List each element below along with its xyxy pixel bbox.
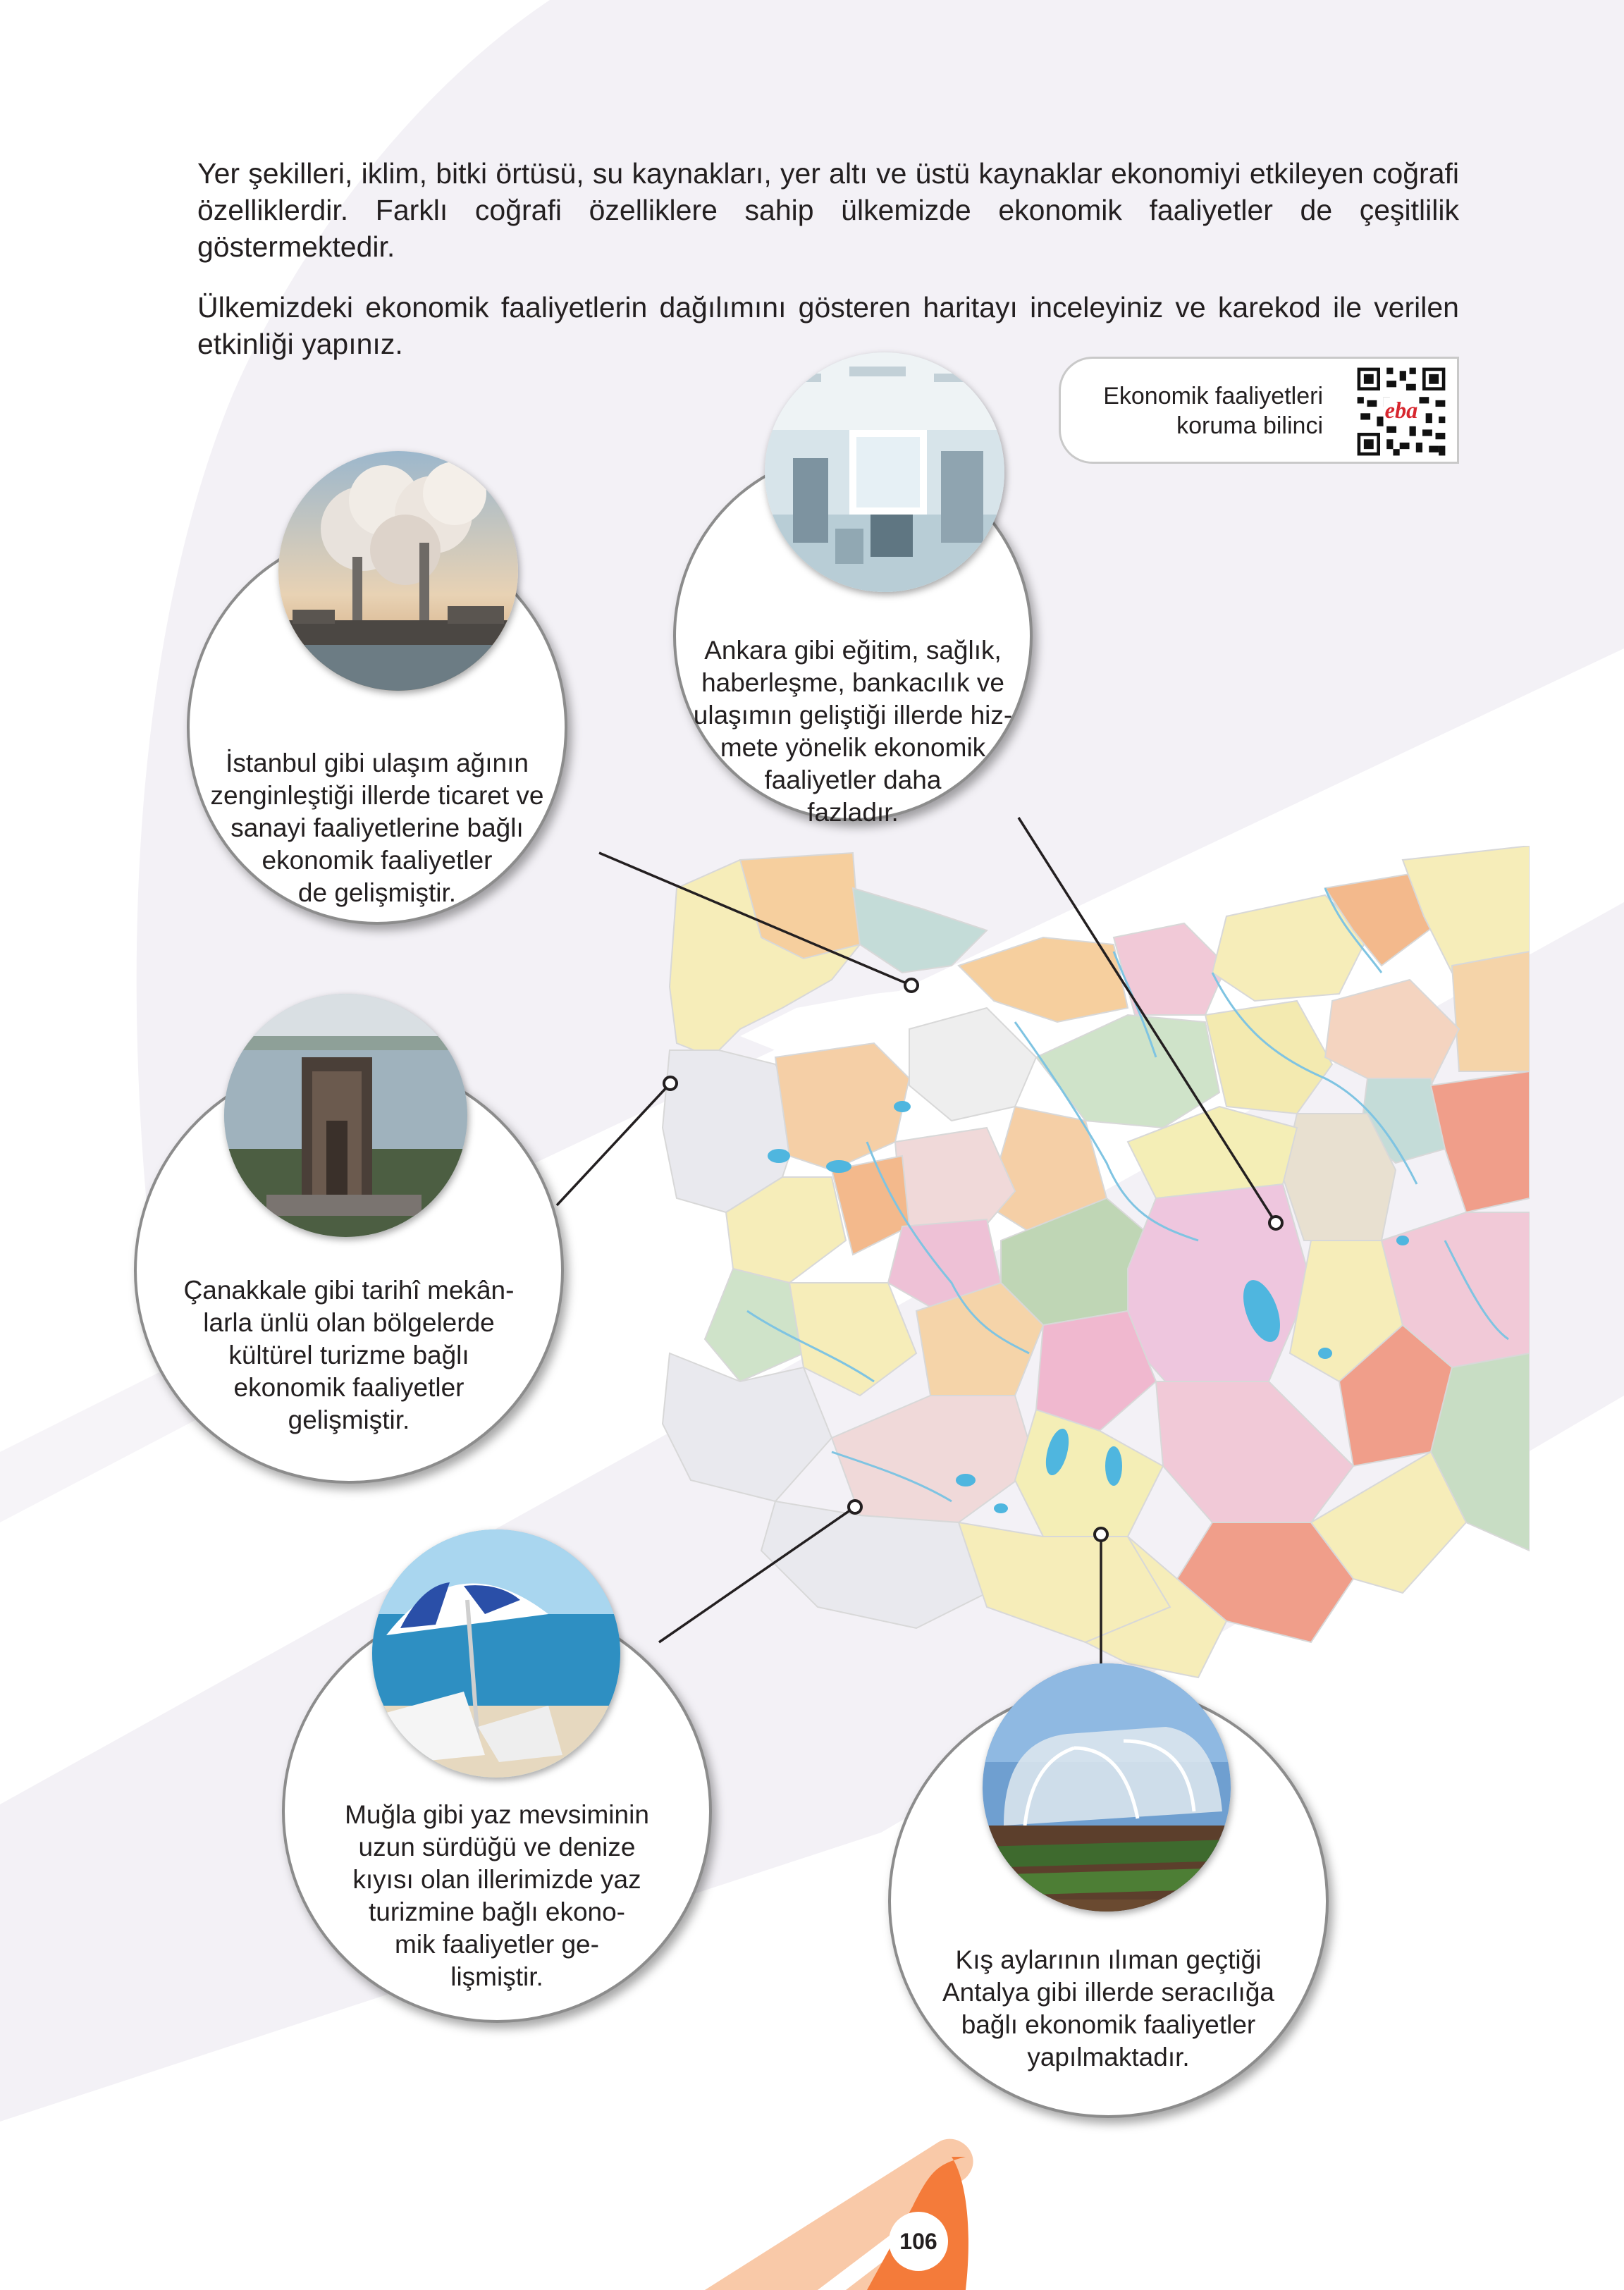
callout-istanbul-line-4: ekonomik faaliyetler xyxy=(262,846,493,875)
callout-ankara-line-4: mete yönelik ekonomik xyxy=(720,733,986,762)
callout-antalya-line-2: Antalya gibi illerde seracılığa xyxy=(942,1978,1274,2007)
callout-mugla-line-4: turizmine bağlı ekono- xyxy=(368,1897,626,1926)
callout-canakkale-line-1: Çanakkale gibi tarihî mekân- xyxy=(183,1276,515,1305)
callout-mugla-line-3: kıyısı olan illerimizde yaz xyxy=(352,1865,641,1894)
photo-istanbul xyxy=(278,451,518,691)
eba-logo: eba xyxy=(1384,398,1418,424)
martyrs-memorial-photo xyxy=(224,994,467,1237)
callout-canakkale-line-4: ekonomik faaliyetler xyxy=(233,1373,465,1402)
hospital-room-photo xyxy=(765,352,1004,592)
callout-ankara-line-5: faaliyetler daha xyxy=(764,765,942,794)
callout-ankara-line-1: Ankara gibi eğitim, sağlık, xyxy=(704,636,1002,665)
callout-istanbul-line-3: sanayi faaliyetlerine bağlı xyxy=(230,813,524,842)
callout-antalya-line-4: yapılmaktadır. xyxy=(1027,2043,1190,2072)
callout-antalya-line-1: Kış aylarının ılıman geçtiği xyxy=(955,1945,1262,1974)
intro-paragraph-1: Yer şekilleri, iklim, bitki örtüsü, su kaynakları, yer altı ve üstü kaynaklar ekonomiyi etkileyen coğrafi özelliklerdir. Farklı coğrafi özelliklere sahip ülkemizde ekonomik faaliyetler de çeşitlilik göstermektedir. xyxy=(197,157,1459,263)
map-point-canakkale xyxy=(664,1077,677,1090)
callout-istanbul-line-2: zenginleştiği illerde ticaret ve xyxy=(210,781,544,810)
callout-istanbul-line-5: de gelişmiştir. xyxy=(297,878,457,907)
callout-canakkale-line-2: larla ünlü olan bölgelerde xyxy=(203,1308,495,1337)
callout-canakkale-line-3: kültürel turizme bağlı xyxy=(228,1341,469,1369)
map-point-mugla xyxy=(849,1501,861,1513)
callout-mugla-line-6: lişmiştir. xyxy=(450,1962,543,1991)
intro-paragraph-2: Ülkemizdeki ekonomik faaliyetlerin dağılımını gösteren haritayı inceleyiniz ve karekod ile verilen etkinliği yapınız. xyxy=(197,291,1459,360)
greenhouse-photo xyxy=(983,1663,1231,1912)
qr-caption-line-2: koruma bilinci xyxy=(1176,412,1323,439)
callout-canakkale-text xyxy=(141,1274,557,1436)
page-number: 106 xyxy=(889,2212,948,2271)
callout-mugla-text xyxy=(296,1799,698,1993)
map-point-istanbul xyxy=(905,979,918,992)
qr-caption-line-1: Ekonomik faaliyetleri xyxy=(1103,383,1323,410)
callout-istanbul-text xyxy=(190,747,564,909)
photo-antalya xyxy=(983,1663,1231,1912)
beach-umbrella-photo xyxy=(372,1529,620,1778)
callout-ankara-text xyxy=(677,634,1029,829)
callout-mugla-line-2: uzun sürdüğü ve denize xyxy=(358,1833,636,1861)
callout-antalya-line-3: bağlı ekonomik faaliyetler xyxy=(961,2010,1256,2039)
callout-canakkale-line-5: gelişmiştir. xyxy=(288,1405,410,1434)
callout-ankara-line-2: haberleşme, bankacılık ve xyxy=(701,668,1004,697)
callout-mugla-line-5: mik faaliyetler ge- xyxy=(395,1930,599,1959)
callout-antalya-text xyxy=(895,1944,1322,2074)
callout-istanbul-line-1: İstanbul gibi ulaşım ağının xyxy=(226,749,529,777)
factory-chimneys-photo xyxy=(278,451,518,691)
photo-ankara xyxy=(765,352,1004,592)
map-point-antalya xyxy=(1095,1528,1107,1541)
map-point-ankara xyxy=(1269,1217,1282,1229)
callout-mugla-line-1: Muğla gibi yaz mevsiminin xyxy=(345,1800,649,1829)
photo-canakkale xyxy=(224,994,467,1237)
photo-mugla xyxy=(372,1529,620,1778)
callout-ankara-line-3: ulaşımın geliştiği illerde hiz- xyxy=(693,701,1013,730)
callout-ankara-line-6: fazladır. xyxy=(807,798,899,827)
